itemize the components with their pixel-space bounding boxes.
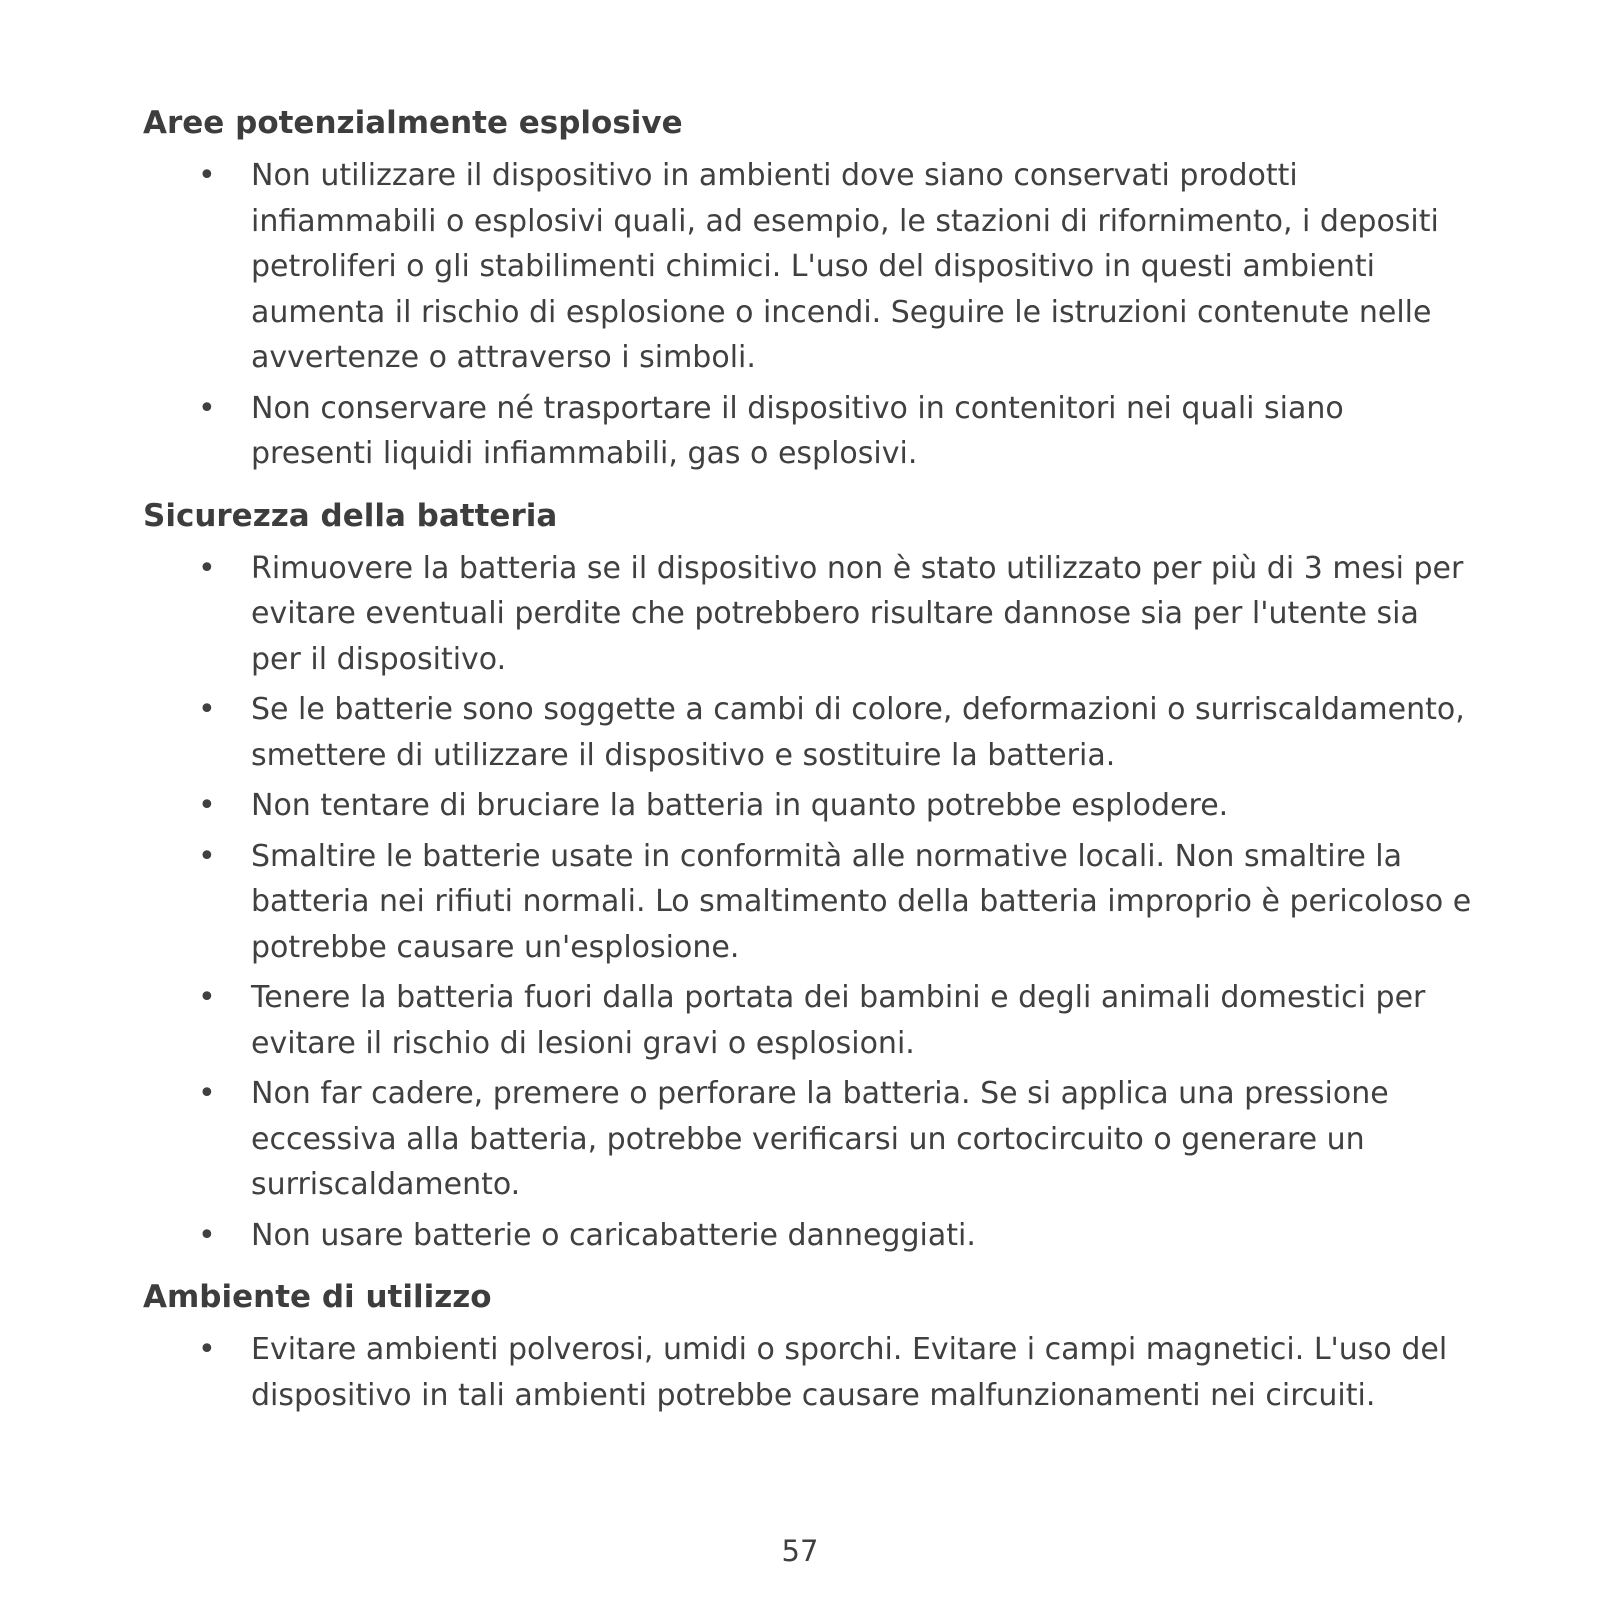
list-item-text: Non conservare né trasportare il dispositivo in contenitori nei quali siano presenti liquidi infiammabili, gas o esplosivi. bbox=[251, 390, 1344, 471]
bullet-icon: • bbox=[198, 1076, 216, 1111]
section-explosive-areas bbox=[143, 101, 1473, 477]
bullet-icon: • bbox=[198, 980, 216, 1015]
section-battery-safety bbox=[143, 494, 1473, 1259]
list-item-text: Tenere la batteria fuori dalla portata dei bambini e degli animali domestici per evitare il rischio di lesioni gravi o esplosioni. bbox=[251, 980, 1426, 1061]
section-spacer bbox=[143, 1263, 1473, 1275]
list-item-text: Rimuovere la batteria se il dispositivo non è stato utilizzato per più di 3 mesi per evitare eventuali perdite che potrebbero risultare dannose sia per l'utente sia per il dispositivo. bbox=[251, 550, 1464, 677]
section-heading: Ambiente di utilizzo bbox=[143, 1279, 492, 1315]
list-item-text: Non tentare di bruciare la batteria in quanto potrebbe esplodere. bbox=[251, 788, 1229, 823]
list-item-text: Se le batterie sono soggette a cambi di colore, deformazioni o surriscaldamento, smettere di utilizzare il dispositivo e sostituire la batteria. bbox=[251, 692, 1465, 773]
section-spacer bbox=[143, 482, 1473, 494]
list-item bbox=[143, 386, 1473, 477]
list-item-text: Non far cadere, premere o perforare la batteria. Se si applica una pressione eccessiva alla batteria, potrebbe verificarsi un cortocircuito o generare un surriscaldamento. bbox=[251, 1076, 1389, 1202]
page-content bbox=[143, 101, 1473, 1423]
list-item bbox=[143, 546, 1473, 683]
page-number: 57 bbox=[781, 1534, 819, 1568]
list-item bbox=[143, 1213, 1473, 1259]
list-item-text: Evitare ambienti polverosi, umidi o sporchi. Evitare i campi magnetici. L'uso del dispositivo in tali ambienti potrebbe causare malfunzionamenti nei circuiti. bbox=[251, 1332, 1448, 1413]
bullet-list bbox=[143, 546, 1473, 1259]
bullet-icon: • bbox=[198, 788, 216, 823]
list-item bbox=[143, 834, 1473, 971]
list-item bbox=[143, 687, 1473, 778]
bullet-icon: • bbox=[198, 158, 216, 193]
list-item bbox=[143, 1071, 1473, 1208]
list-item-text: Non utilizzare il dispositivo in ambienti dove siano conservati prodotti infiammabili o esplosivi quali, ad esempio, le stazioni di rifornimento, i depositi petroliferi o gli stabilimenti chimici. L'uso del dispositivo in questi ambienti aumenta il rischio di esplosione o incendi. Seguire le istruzioni contenute nelle avvertenze o attraverso i simboli. bbox=[251, 158, 1439, 375]
bullet-icon: • bbox=[198, 550, 216, 586]
list-item-text: Smaltire le batterie usate in conformità alle normative locali. Non smaltire la batteria nei rifiuti normali. Lo smaltimento della batteria improprio è pericoloso e potrebbe causare un'esplosione. bbox=[251, 838, 1472, 965]
list-item bbox=[143, 783, 1473, 829]
bullet-icon: • bbox=[198, 838, 216, 874]
section-heading: Sicurezza della batteria bbox=[143, 497, 558, 534]
bullet-icon: • bbox=[198, 1217, 216, 1253]
bullet-icon: • bbox=[198, 692, 216, 727]
bullet-list bbox=[143, 1327, 1473, 1418]
bullet-icon: • bbox=[198, 1332, 216, 1367]
bullet-list bbox=[143, 153, 1473, 477]
list-item-text: Non usare batterie o caricabatterie danneggiati. bbox=[251, 1217, 976, 1253]
list-item bbox=[143, 153, 1473, 381]
list-item bbox=[143, 975, 1473, 1066]
list-item bbox=[143, 1327, 1473, 1418]
section-usage-environment bbox=[143, 1275, 1473, 1418]
bullet-icon: • bbox=[198, 390, 216, 426]
section-heading: Aree potenzialmente esplosive bbox=[143, 105, 683, 141]
